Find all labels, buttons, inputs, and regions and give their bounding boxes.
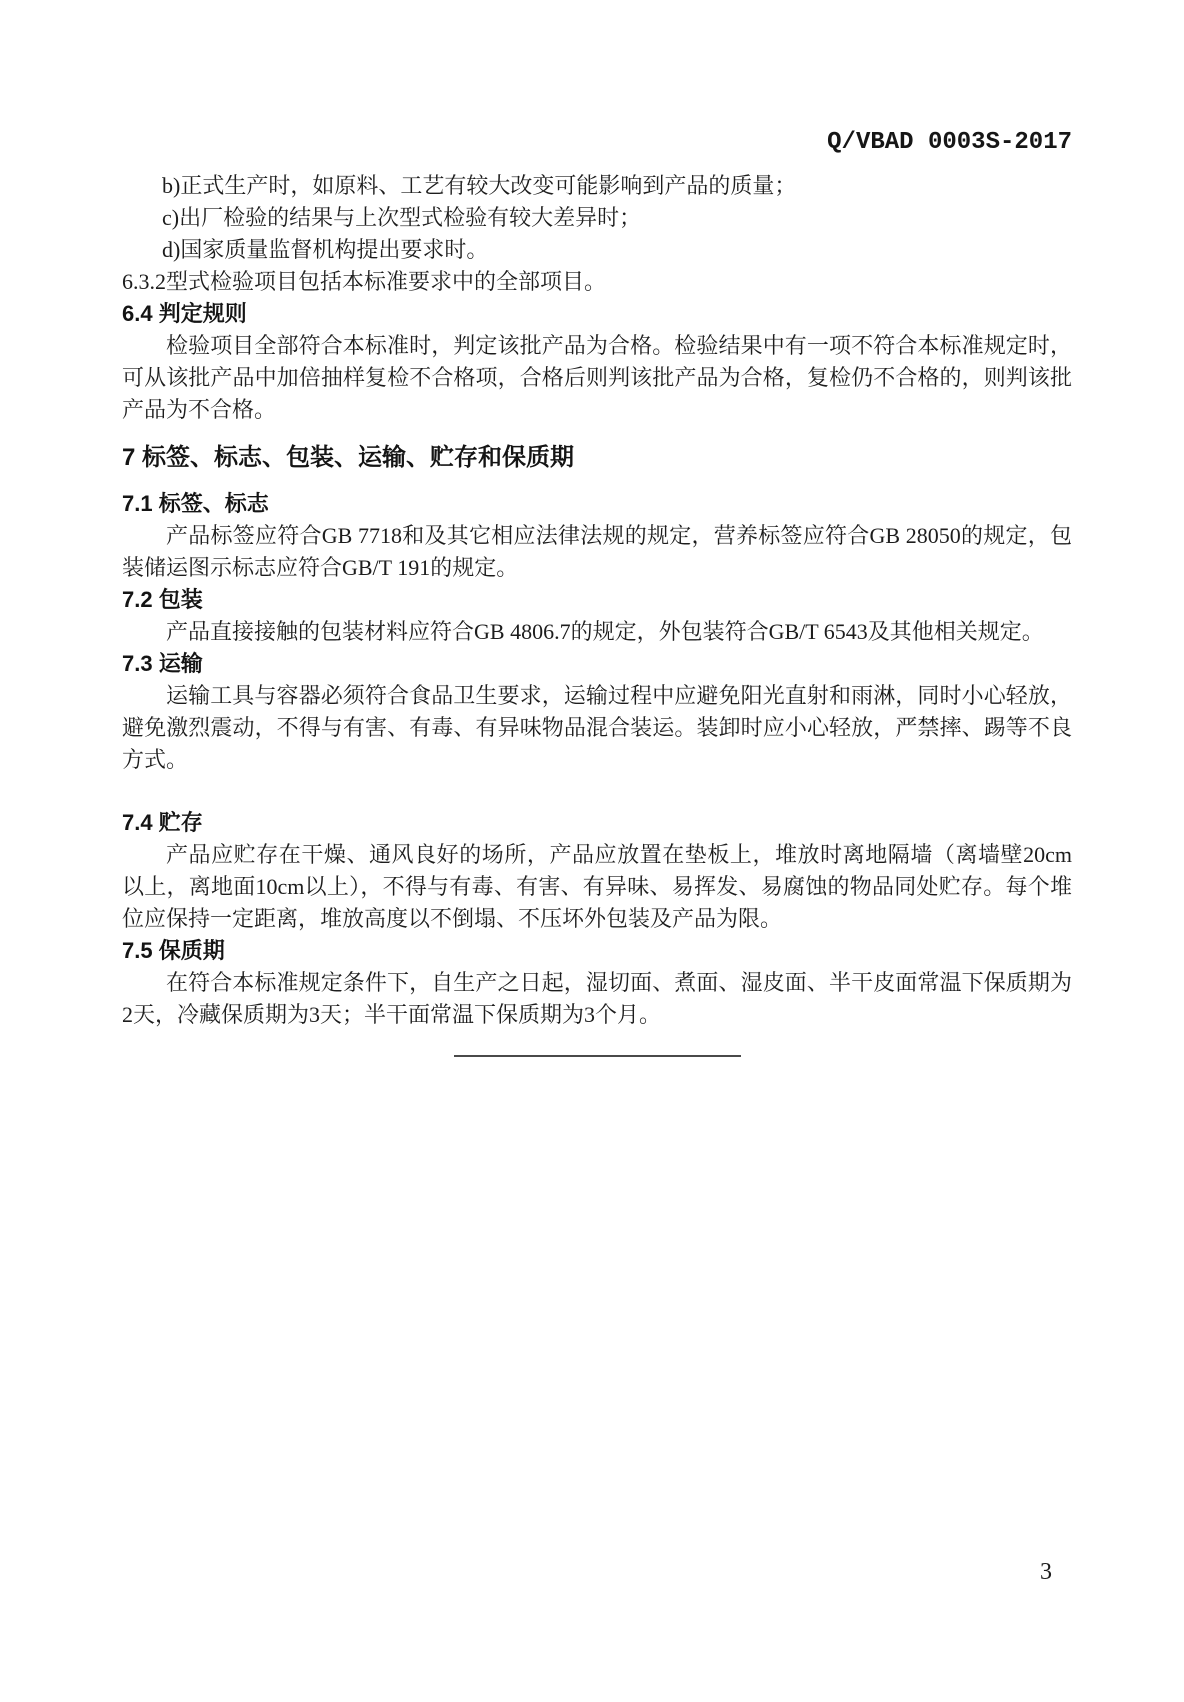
clause-6-item-b: b)正式生产时，如原料、工艺有较大改变可能影响到产品的质量； [162, 173, 797, 198]
clause-6-item-c: c)出厂检验的结果与上次型式检验有较大差异时； [162, 205, 642, 230]
para-7-2: 产品直接接触的包装材料应符合GB 4806.7的规定，外包装符合GB/T 6543及其他相关规定。 [166, 619, 1044, 644]
heading-section-7: 7 标签、标志、包装、运输、贮存和保质期 [122, 444, 575, 471]
end-of-document-rule [454, 1055, 741, 1057]
para-7-4: 产品应贮存在干燥、通风良好的场所，产品应放置在垫板上，堆放时离地隔墙（离墙壁20cm以上，离地面10cm以上），不得与有毒、有害、有异味、易挥发、易腐蚀的物品同处贮存。每个堆位应保持一定距离，堆放高度以不倒塌、不压坏外包装及产品为限。 [122, 842, 1072, 931]
page-number: 3 [1040, 1559, 1052, 1585]
document-content [122, 126, 1072, 1057]
heading-7-2: 7.2 包装 [122, 587, 203, 612]
heading-7-3: 7.3 运输 [122, 651, 203, 676]
heading-7-4: 7.4 贮存 [122, 810, 203, 835]
para-7-1: 产品标签应符合GB 7718和及其它相应法律法规的规定，营养标签应符合GB 28050的规定，包装储运图示标志应符合GB/T 191的规定。 [122, 523, 1072, 580]
doc-code-header: Q/VBAD 0003S-2017 [827, 129, 1072, 156]
heading-7-1: 7.1 标签、标志 [122, 491, 269, 516]
para-7-3: 运输工具与容器必须符合食品卫生要求，运输过程中应避免阳光直射和雨淋，同时小心轻放，避免激烈震动，不得与有害、有毒、有异味物品混合装运。装卸时应小心轻放，严禁摔、踢等不良方式。 [122, 683, 1072, 772]
para-6-4: 检验项目全部符合本标准时，判定该批产品为合格。检验结果中有一项不符合本标准规定时，可从该批产品中加倍抽样复检不合格项，合格后则判该批产品为合格，复检仍不合格的，则判该批产品为不合格。 [122, 333, 1072, 422]
heading-7-5: 7.5 保质期 [122, 938, 225, 963]
para-7-5: 在符合本标准规定条件下，自生产之日起，湿切面、煮面、湿皮面、半干皮面常温下保质期为2天，冷藏保质期为3天；半干面常温下保质期为3个月。 [122, 970, 1072, 1027]
clause-6-item-d: d)国家质量监督机构提出要求时。 [162, 237, 489, 262]
clause-6-3-2: 6.3.2型式检验项目包括本标准要求中的全部项目。 [122, 269, 607, 294]
heading-6-4: 6.4 判定规则 [122, 301, 247, 326]
